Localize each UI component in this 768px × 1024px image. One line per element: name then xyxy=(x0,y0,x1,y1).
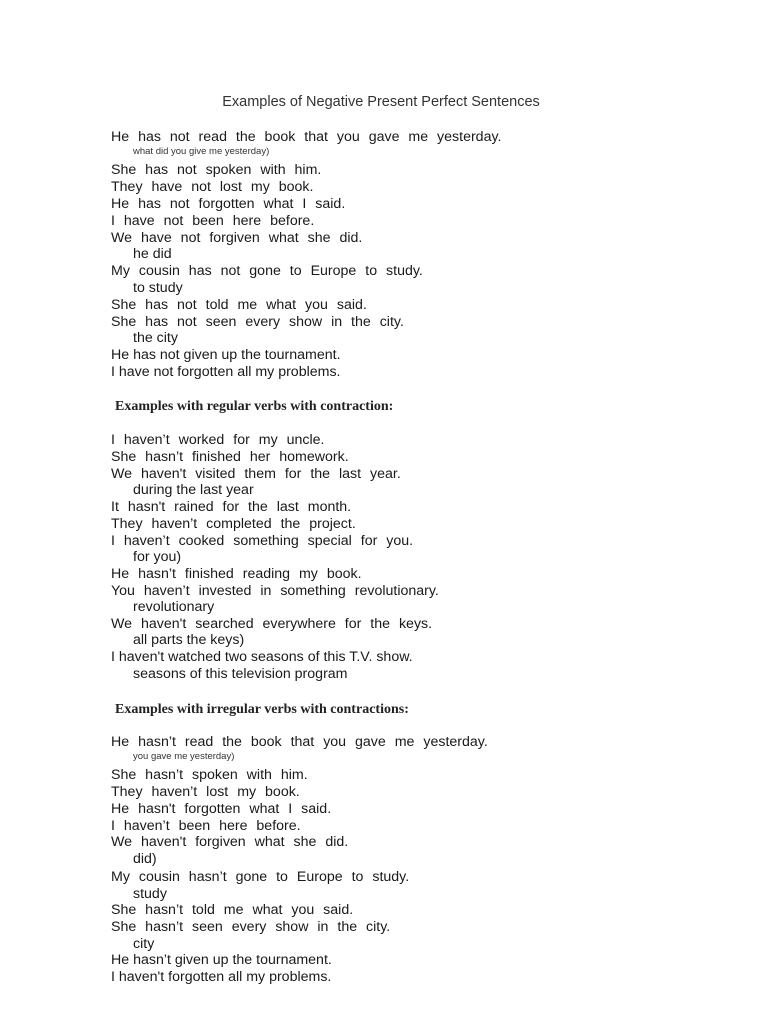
sentence-line: We haven't visited them for the last year. xyxy=(111,466,401,482)
note-line: the city xyxy=(133,330,178,346)
sentence-line: She hasn’t told me what you said. xyxy=(111,902,354,918)
sentence-line: We haven't forgiven what she did. xyxy=(111,834,349,850)
sentence-line: She has not seen every show in the city. xyxy=(111,314,404,330)
sentence-line: He hasn’t given up the tournament. xyxy=(111,952,332,968)
sentence-line: I haven’t cooked something special for you. xyxy=(111,533,414,549)
sentence-line: My cousin has not gone to Europe to study. xyxy=(111,263,423,279)
note-line: seasons of this television program xyxy=(133,666,348,682)
sentence-line: He has not forgotten what I said. xyxy=(111,196,346,212)
sentence-line: She has not told me what you said. xyxy=(111,297,367,313)
note-line: did) xyxy=(133,851,157,867)
note-line: study xyxy=(133,886,167,902)
sentence-line: They have not lost my book. xyxy=(111,179,314,195)
sentence-line: I have not forgotten all my problems. xyxy=(111,364,341,380)
sentence-line: We have not forgiven what she did. xyxy=(111,230,363,246)
note-line: during the last year xyxy=(133,482,254,498)
sentence-line: He hasn’t finished reading my book. xyxy=(111,566,362,582)
sentence-line: He hasn’t read the book that you gave me yesterday. xyxy=(111,734,488,750)
sentence-line: He has not read the book that you gave me yesterday. xyxy=(111,129,502,145)
page-title: Examples of Negative Present Perfect Sentences xyxy=(222,94,540,110)
sentence-line: We haven't searched everywhere for the keys. xyxy=(111,616,433,632)
sentence-line: I haven’t worked for my uncle. xyxy=(111,432,325,448)
sentence-line: My cousin hasn’t gone to Europe to study. xyxy=(111,869,410,885)
sentence-line: I haven't forgotten all my problems. xyxy=(111,969,332,985)
note-line: for you) xyxy=(133,549,182,565)
note-line: city xyxy=(133,936,155,952)
section-heading-irregular: Examples with irregular verbs with contractions: xyxy=(115,702,409,717)
sentence-line: She hasn’t finished her homework. xyxy=(111,449,349,465)
note-line: revolutionary xyxy=(133,599,215,615)
note-line: what did you give me yesterday) xyxy=(133,146,270,157)
sentence-line: He hasn't forgotten what I said. xyxy=(111,801,332,817)
sentence-line: I haven’t been here before. xyxy=(111,818,301,834)
sentence-line: She hasn’t spoken with him. xyxy=(111,767,308,783)
note-line: you gave me yesterday) xyxy=(133,751,235,762)
sentence-line: You haven’t invested in something revolutionary. xyxy=(111,583,439,599)
sentence-line: He has not given up the tournament. xyxy=(111,347,341,363)
sentence-line: I haven't watched two seasons of this T.V. show. xyxy=(111,649,413,665)
sentence-line: They haven’t lost my book. xyxy=(111,784,300,800)
note-line: all parts the keys) xyxy=(133,632,245,648)
section-heading-regular: Examples with regular verbs with contraction: xyxy=(115,399,394,414)
sentence-line: They haven’t completed the project. xyxy=(111,516,356,532)
sentence-line: She has not spoken with him. xyxy=(111,162,322,178)
note-line: he did xyxy=(133,246,172,262)
note-line: to study xyxy=(133,280,183,296)
sentence-line: I have not been here before. xyxy=(111,213,315,229)
sentence-line: It hasn't rained for the last month. xyxy=(111,499,352,515)
sentence-line: She hasn’t seen every show in the city. xyxy=(111,919,391,935)
